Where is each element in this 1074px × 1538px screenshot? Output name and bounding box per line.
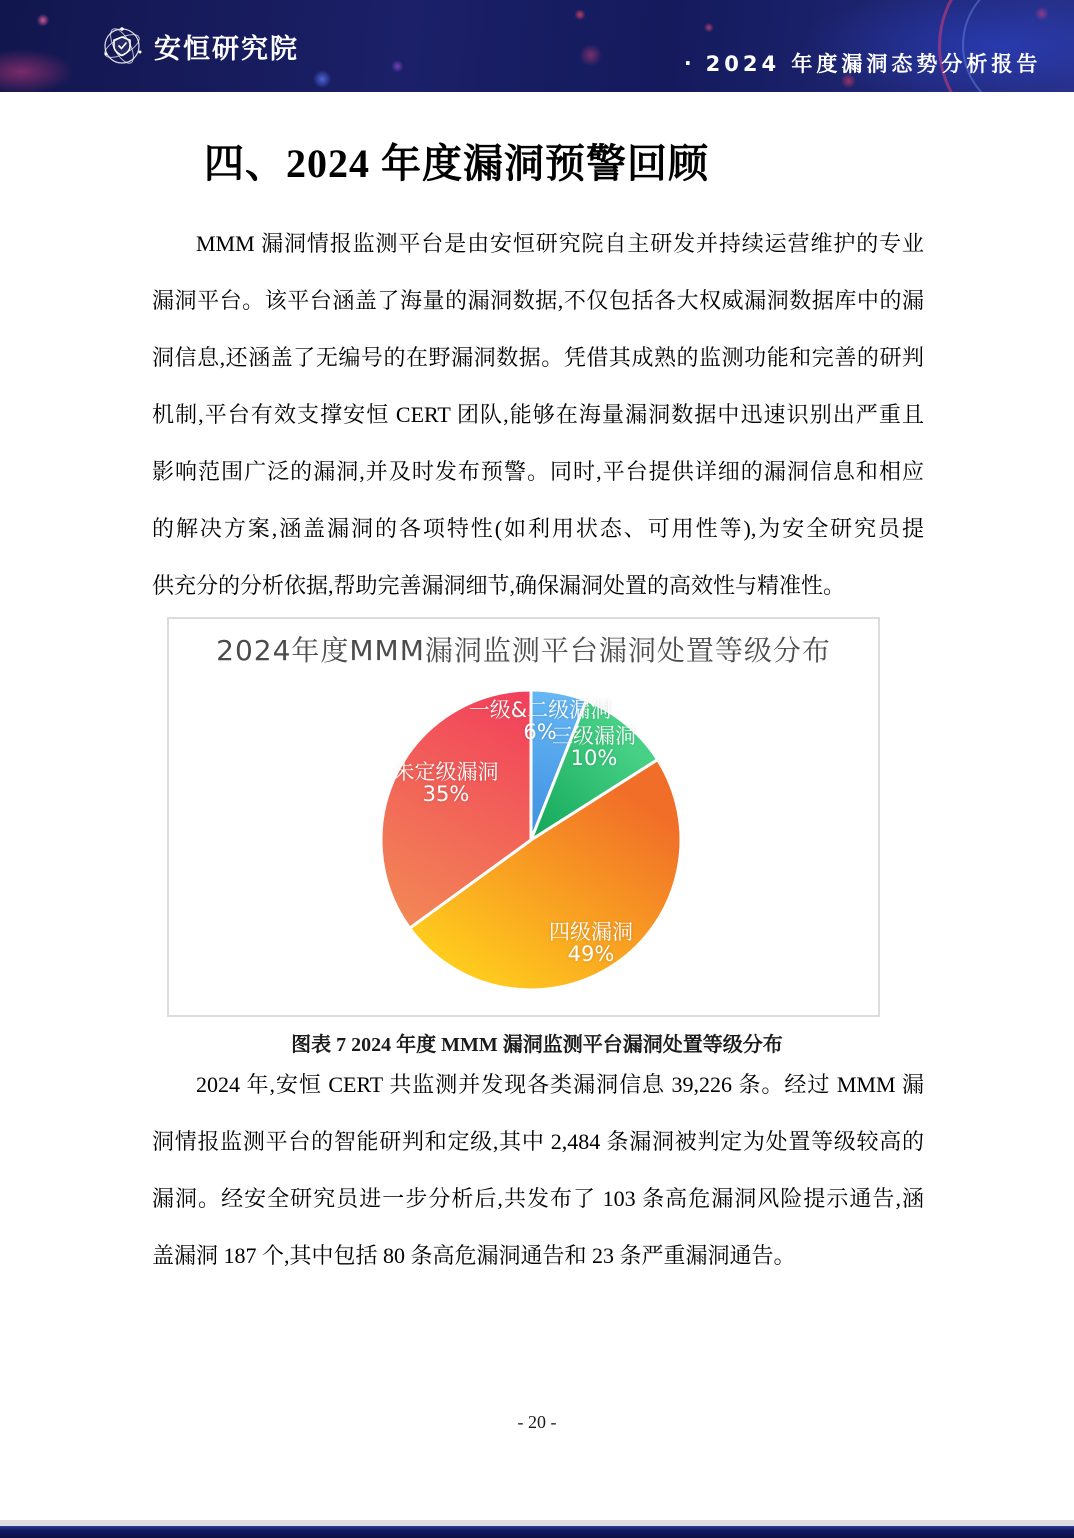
- report-title-text: 2024 年度漏洞态势分析报告: [705, 52, 1042, 76]
- pie-slice-label: 未定级漏洞 35%: [393, 760, 499, 806]
- brand-name: 安恒研究院: [154, 33, 299, 65]
- text-line: 盖漏洞 187 个,其中包括 80 条高危漏洞通告和 23 条严重漏洞通告。: [152, 1243, 796, 1268]
- header-banner: [0, 0, 1074, 92]
- pie-chart: [376, 685, 686, 995]
- text-line: 的解决方案,涵盖漏洞的各项特性(如利用状态、可用性等),为安全研究员提: [152, 516, 924, 541]
- text-line: 机制,平台有效支撑安恒 CERT 团队,能够在海量漏洞数据中迅速识别出严重且: [152, 402, 924, 427]
- text-line: 供充分的分析依据,帮助完善漏洞细节,确保漏洞处置的高效性与精准性。: [152, 573, 846, 598]
- text-line: 洞情报监测平台的智能研判和定级,其中 2,484 条漏洞被判定为处置等级较高的: [152, 1129, 924, 1154]
- page-number: - 20 -: [517, 1412, 557, 1432]
- text-line: 漏洞平台。该平台涵盖了海量的漏洞数据,不仅包括各大权威漏洞数据库中的漏: [152, 288, 924, 313]
- pie-slice-label: 三级漏洞 10%: [552, 724, 636, 770]
- text-line: MMM 漏洞情报监测平台是由安恒研究院自主研发并持续运营维护的专业: [196, 231, 924, 256]
- text-line: 漏洞。经安全研究员进一步分析后,共发布了 103 条高危漏洞风险提示通告,涵: [152, 1186, 924, 1211]
- chart-title: 2024年度MMM漏洞监测平台漏洞处置等级分布: [216, 634, 831, 667]
- paragraph-2: [152, 1056, 924, 1284]
- text-line: 影响范围广泛的漏洞,并及时发布预警。同时,平台提供详细的漏洞信息和相应: [152, 459, 924, 484]
- text-line: 洞信息,还涵盖了无编号的在野漏洞数据。凭借其成熟的监测功能和完善的研判: [152, 345, 924, 370]
- brand: [100, 24, 299, 68]
- separator-dot: ·: [684, 51, 692, 75]
- section-title: 四、2024 年度漏洞预警回顾: [204, 141, 709, 186]
- text-line: 2024 年,安恒 CERT 共监测并发现各类漏洞信息 39,226 条。经过 MMM 漏: [196, 1072, 924, 1097]
- pie-slice-label: 一级&二级漏洞 6%: [468, 698, 612, 744]
- figure-caption: 图表 7 2024 年度 MMM 漏洞监测平台漏洞处置等级分布: [291, 1034, 783, 1056]
- paragraph-1: [152, 215, 924, 614]
- pie-slice-label: 四级漏洞 49%: [549, 920, 633, 966]
- header-report-title: [684, 48, 1041, 78]
- footer-navy-bar: [0, 1526, 1074, 1538]
- brand-logo-icon: [100, 24, 144, 68]
